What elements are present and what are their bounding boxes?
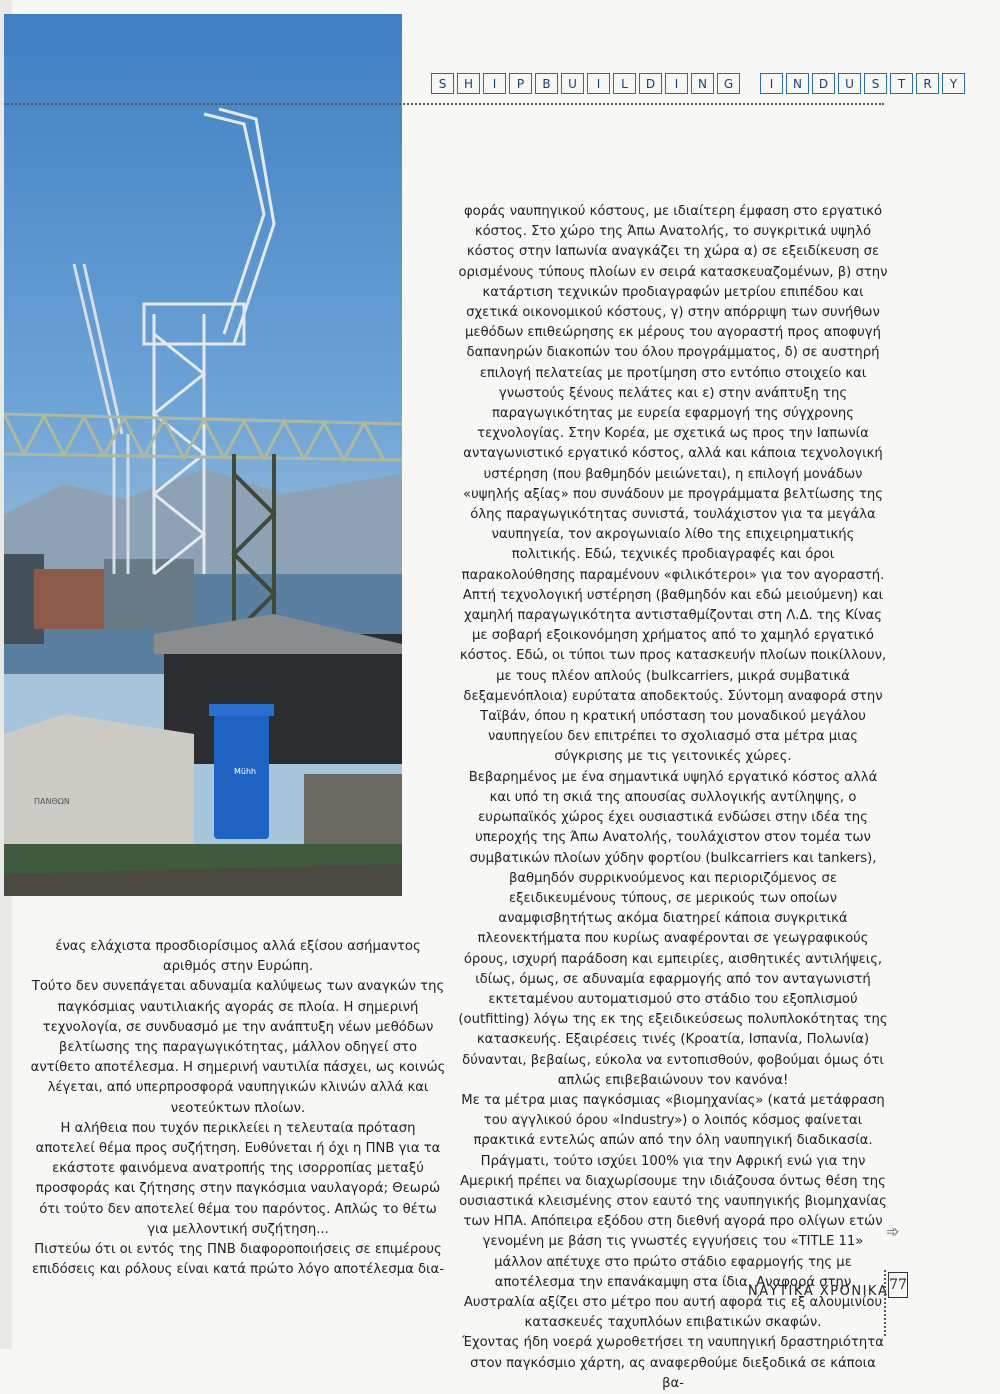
header-letter: G [717, 73, 740, 94]
header-letter: P [509, 73, 532, 94]
shed-sign: ΠΑΝΘΩΝ [34, 797, 70, 806]
header-letter: I [760, 73, 783, 94]
header-letter: U [561, 73, 584, 94]
header-letter: B [535, 73, 558, 94]
page-number: 77 [888, 1272, 908, 1298]
header-letter: I [665, 73, 688, 94]
header-letter: Y [942, 73, 965, 94]
header-letter: N [691, 73, 714, 94]
header-gap [743, 73, 757, 94]
header-letter: N [786, 73, 809, 94]
header-dotted-rule [4, 103, 884, 105]
header-letter: I [587, 73, 610, 94]
paragraph: ένας ελάχιστα προσδιορίσιμος αλλά εξίσου ασήμαντος αριθμός στην Ευρώπη. [55, 939, 421, 975]
header-letter: H [457, 73, 480, 94]
paragraph: Βεβαρημένος με ένα σημαντικά υψηλό εργατικό κόστος αλλά και υπό τη σκιά της απουσίας συλλογικής αντίληψης, ο ευρωπαϊκός χώρος έχει ουσιαστικά ενδώσει στην ιδέα της υπεροχής της Άπω Ανατολής, τουλάχιστον στον τομέα των συμβατικών πλοίων χύδην φορτίου (bulkcarriers και tankers), βαθμηδόν συρρικνούμενος και περιοριζόμενος σε εξειδικευμένους τύπους, σε μερικούς των οποίων αναμφισβητήτως ακόμα διατηρεί κάποια συγκριτικά πλεονεκτήματα που κυρίως αναφέρονται σε γεωγραφικούς όρους, ισχυρή παράδοση και εμπειρίες, αισθητικές αντιλήψεις, ιδίως, όμως, σε αδυναμία εφαρμογής από τον ανταγωνιστή εκτεταμένου αυτοματισμού στο στάδιο του εξοπλισμού (outfitting) λόγω της εκ της εξειδικεύσεως πολυπλοκότητας της κατασκευής. Εξαιρέσεις τινές (Κροατία, Ισπανία, Πολωνία) δύνανται, βεβαίως, εύκολα να εντοπισθούν, φοβούμαι όμως ότι απλώς επιβεβαιώνουν τον κανόνα! [458, 769, 888, 1088]
header-letter: D [812, 73, 835, 94]
paragraph: φοράς ναυπηγικού κόστους, με ιδιαίτερη έμφαση στο εργατικό κόστος. Στο χώρο της Άπω Ανατολής, το συγκριτικά υψηλό κόστος στην Ιαπωνία αναγκάζει τη χώρα α) σε εξειδίκευση σε ορισμένους τύπους πλοίων εν σειρά κατασκευαζομένων, β) στην κατάρτιση τεχνικών προδιαγραφών μετρίου επιπέδου και σχετικά οικονομικού κόστους, γ) στην απόρριψη των συνήθων μεθόδων επιθεώρησης εκ μέρους του αγοραστή προς αποφυγή δαπανηρών διακοπών του όλου προγράμματος, δ) σε αυστηρή επιλογή πελατείας με προτίμηση στο εντόπιο στοιχείο και γνωστούς ξένους πελάτες και ε) στην ανάπτυξη της παραγωγικότητας με ευρεία εφαρμογή της σύγχρονης τεχνολογίας. Στην Κορέα, με σχετικά ως προς την Ιαπωνία ανταγωνιστικό εργατικό κόστος, αλλά και κάποια τεχνολογική υστέρηση (που βαθμηδόν μειώνεται), η επιλογή μονάδων «υψηλής αξίας» που συνάδουν με προγράμματα βελτίωσης της όλης παραγωγικότητας συνιστά, τουλάχιστον για τα μεγάλα ναυπηγεία, τον ακρογωνιαίο λίθο της επιχειρηματικής πολιτικής. Εδώ, τεχνικές προδιαγραφές και όροι παρακολούθησης παραμένουν «φιλικότεροι» για τον αγοραστή. Απτή τεχνολογική υστέρηση (βαθμηδόν και εδώ μειούμενη) και χαμηλή παραγωγικότητα αντισταθμίζονται στη Λ.Δ. της Κίνας με σοβαρή εξοικονόμηση χρήματος από το χαμηλό εργατικό κόστος. Εδώ, οι τύποι των προς κατασκευήν πλοίων ποικίλλουν, με τους πλέον απλούς (bulkcarriers, μικρά συμβατικά δεξαμενόπλοια) ευρύτατα αποδεκτούς. Σύντομη αναφορά στην Ταϊβάν, όπου η κρατική υπόσταση του μοναδικού μεγάλου ναυπηγείου δεν επιτρέπει το σχολιασμό στα μέτρα μιας σύγκρισης με τις γειτονικές χώρες. [458, 204, 888, 765]
shipyard-photo [4, 14, 402, 896]
header-letter: T [890, 73, 913, 94]
header-letter: L [613, 73, 636, 94]
paragraph: Με τα μέτρα μιας παγκόσμιας «βιομηχανίας» (κατά μετάφραση του αγγλικού όρου «Industry») ο λοιπός κόσμος φαίνεται πρακτικά εντελώς απών από την όλη ναυπηγική διαδικασία. Πράγματι, τούτο ισχύει 100% για την Αφρική ενώ για την Αμερική πρέπει να διαχωρίσουμε την ιδιάζουσα όντως θέση της ουσιαστικά κλεισμένης στον εαυτό της ναυπηγικής βιομηχανίας των ΗΠΑ. Απόπειρα εξόδου στη διεθνή αγορά προ ολίγων ετών γενομένη με βάση τις γνωστές εγγυήσεις του «TITLE 11» μάλλον απέτυχε στο πρώτο στάδιο εφαρμογής της με αποτέλεσμα την επανάκαμψη στα ίδια. Αναφορά στην Αυστραλία αξίζει στο μέτρο που αυτή αφορά τις εξ αλουμινίου κατασκευές ταχυπλόων επιβατικών σκαφών. [459, 1092, 887, 1331]
header-letter: S [431, 73, 454, 94]
paragraph: Τούτο δεν συνεπάγεται αδυναμία καλύψεως των αναγκών της παγκόσμιας ναυτιλιακής αγοράς σε πλοία. Η σημερινή τεχνολογία, σε συνδυασμό με την ανάπτυξη νέων μεθόδων βελτίωσης της παραγωγικότητας, μάλλον οδηγεί στο αντίθετο αποτέλεσμα. Η σημερινή ναυτιλία πάσχει, ως κοινώς λέγεται, από υπερπροσφορά ναυπηγικών κλινών αλλά και νεοτεύκτων πλοίων. [30, 979, 446, 1116]
magazine-title: ΝΑΥΤΙΚΑ ΧΡΟΝΙΚΑ [748, 1284, 889, 1299]
tank-brand: Mühh [234, 767, 257, 776]
header-letter: D [639, 73, 662, 94]
paragraph: Έχοντας ήδη νοερά χωροθετήσει τη ναυπηγική δραστηριότητα στον παγκόσμιο χάρτη, ας αναφερθούμε διεξοδικά σε κάποια βα- [462, 1335, 884, 1391]
left-text-column [30, 937, 446, 1280]
section-header [431, 73, 965, 94]
paragraph: Η αλήθεια που τυχόν περικλείει η τελευταία πρόταση αποτελεί θέμα προς συζήτηση. Ευθύνεται ή όχι η ΠΝΒ για τα εκάστοτε φαινόμενα ανατροπής της ισορροπίας μεταξύ προσφοράς και ζήτησης στην παγκόσμια ναυλαγορά; Θεωρώ ότι τούτο δεν αποτελεί θέμα του παρόντος. Απλώς το θέτω για μελλοντική συζήτηση... [35, 1120, 441, 1237]
right-text-column [458, 202, 888, 1394]
continue-arrow-icon: ➾ [886, 1222, 900, 1241]
header-letter: S [864, 73, 887, 94]
header-letter: R [916, 73, 939, 94]
footer-dotted-rule [884, 1270, 886, 1336]
header-letter: I [483, 73, 506, 94]
paragraph: Πιστεύω ότι οι εντός της ΠΝΒ διαφοροποιήσεις σε επιμέρους επιδόσεις και ρόλους είναι κατά πρώτο λόγο αποτέλεσμα δια- [32, 1242, 444, 1278]
header-letter: U [838, 73, 861, 94]
